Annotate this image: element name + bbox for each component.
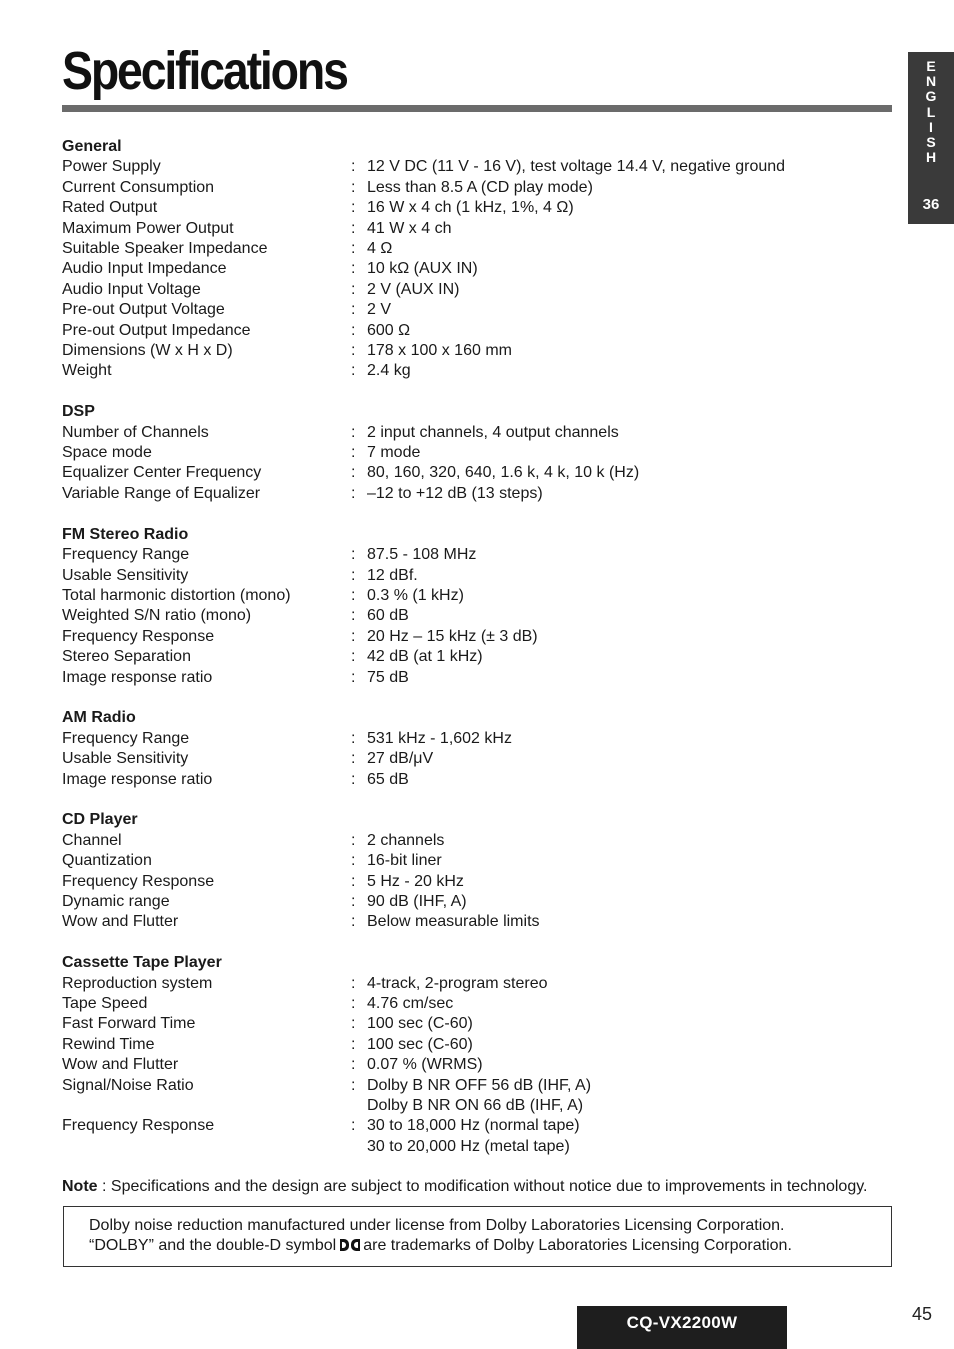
spec-row	[62, 586, 892, 606]
spec-values	[367, 668, 892, 688]
section-heading: CD Player	[62, 811, 138, 829]
spec-values	[367, 321, 892, 341]
spec-label: Image response ratio	[62, 770, 213, 788]
spec-value: Dolby B NR OFF 56 dB (IHF, A)	[367, 1076, 592, 1094]
spec-label: Image response ratio	[62, 668, 213, 686]
spec-row	[62, 423, 892, 443]
spec-values	[367, 239, 892, 259]
side-tab-language: E N G L I S H	[925, 58, 937, 166]
spec-label: Fast Forward Time	[62, 1015, 196, 1033]
spec-label: Frequency Response	[62, 627, 215, 645]
spec-label: Pre-out Output Impedance	[62, 321, 251, 339]
spec-values	[367, 831, 892, 851]
spec-row	[62, 892, 892, 912]
title-rule	[62, 105, 892, 112]
spec-value: Below measurable limits	[367, 913, 540, 931]
model-badge: CQ-VX2200W	[577, 1306, 787, 1349]
spec-label: Usable Sensitivity	[62, 750, 189, 768]
spec-label: Equalizer Center Frequency	[62, 464, 262, 482]
spec-separator: :	[351, 444, 356, 462]
spec-separator: :	[351, 342, 356, 360]
spec-row	[62, 1076, 892, 1117]
spec-row	[62, 239, 892, 259]
dolby-line-2-after: are trademarks of Dolby Laboratories Licensing Corporation.	[363, 1237, 792, 1255]
spec-value: 4 Ω	[367, 240, 393, 258]
spec-values	[367, 198, 892, 218]
spec-separator: :	[351, 586, 356, 604]
spec-value: 90 dB (IHF, A)	[367, 892, 467, 910]
spec-row	[62, 280, 892, 300]
spec-separator: :	[351, 178, 356, 196]
spec-separator: :	[351, 729, 356, 747]
spec-values	[367, 749, 892, 769]
spec-separator: :	[351, 199, 356, 217]
spec-label: Number of Channels	[62, 423, 209, 441]
spec-separator: :	[351, 280, 356, 298]
spec-label: Frequency Range	[62, 546, 190, 564]
spec-values	[367, 606, 892, 626]
spec-row	[62, 668, 892, 688]
spec-row	[62, 157, 892, 177]
section-cd-player	[62, 810, 892, 932]
spec-values	[367, 423, 892, 443]
spec-values	[367, 1116, 892, 1157]
spec-values	[367, 178, 892, 198]
spec-value: 30 to 20,000 Hz (metal tape)	[367, 1137, 570, 1155]
spec-values	[367, 892, 892, 912]
spec-separator: :	[351, 648, 356, 666]
spec-values	[367, 974, 892, 994]
spec-values	[367, 627, 892, 647]
spec-value: 2.4 kg	[367, 362, 411, 380]
spec-value: 2 channels	[367, 831, 445, 849]
spec-separator: :	[351, 464, 356, 482]
spec-separator: :	[351, 872, 356, 890]
spec-separator: :	[351, 240, 356, 258]
spec-separator: :	[351, 974, 356, 992]
spec-value: 2 V (AUX IN)	[367, 280, 460, 298]
spec-value: 2 input channels, 4 output channels	[367, 423, 619, 441]
spec-values	[367, 647, 892, 667]
spec-label: Channel	[62, 831, 122, 849]
spec-values	[367, 994, 892, 1014]
spec-row	[62, 484, 892, 504]
spec-values	[367, 566, 892, 586]
spec-values	[367, 259, 892, 279]
spec-value: 16-bit liner	[367, 852, 442, 870]
spec-separator: :	[351, 158, 356, 176]
spec-row	[62, 1055, 892, 1075]
spec-value: 42 dB (at 1 kHz)	[367, 648, 483, 666]
spec-separator: :	[351, 668, 356, 686]
spec-label: Tape Speed	[62, 994, 148, 1012]
section-heading: Cassette Tape Player	[62, 954, 222, 972]
spec-value: 60 dB	[367, 607, 409, 625]
spec-values	[367, 463, 892, 483]
spec-value: 4-track, 2-program stereo	[367, 974, 548, 992]
spec-values	[367, 545, 892, 565]
spec-label: Usable Sensitivity	[62, 566, 189, 584]
spec-separator: :	[351, 484, 356, 502]
spec-separator: :	[351, 301, 356, 319]
spec-separator: :	[351, 1035, 356, 1053]
spec-separator: :	[351, 892, 356, 910]
spec-label: Pre-out Output Voltage	[62, 301, 225, 319]
spec-label: Frequency Response	[62, 872, 215, 890]
spec-separator: :	[351, 566, 356, 584]
section-heading: AM Radio	[62, 709, 136, 727]
section-general	[62, 137, 892, 382]
spec-separator: :	[351, 546, 356, 564]
spec-values	[367, 586, 892, 606]
spec-label: Wow and Flutter	[62, 1056, 179, 1074]
spec-row	[62, 749, 892, 769]
spec-separator: :	[351, 750, 356, 768]
spec-row	[62, 443, 892, 463]
spec-separator: :	[351, 607, 356, 625]
spec-row	[62, 178, 892, 198]
spec-value: 20 Hz – 15 kHz (± 3 dB)	[367, 627, 538, 645]
spec-value: 600 Ω	[367, 321, 411, 339]
spec-value: –12 to +12 dB (13 steps)	[367, 484, 543, 502]
spec-label: Suitable Speaker Impedance	[62, 240, 268, 258]
spec-values	[367, 443, 892, 463]
spec-label: Maximum Power Output	[62, 219, 234, 237]
spec-values	[367, 157, 892, 177]
spec-label: Variable Range of Equalizer	[62, 484, 261, 502]
spec-value: 4.76 cm/sec	[367, 994, 454, 1012]
spec-label: Dimensions (W x H x D)	[62, 342, 233, 360]
spec-row	[62, 647, 892, 667]
spec-values	[367, 341, 892, 361]
spec-values	[367, 280, 892, 300]
dolby-line-1: Dolby noise reduction manufactured under license from Dolby Laboratories Licensing Corporation.	[89, 1217, 785, 1234]
spec-row	[62, 912, 892, 932]
page-number: 45	[912, 1304, 933, 1324]
spec-row	[62, 851, 892, 871]
spec-label: Quantization	[62, 852, 152, 870]
spec-values	[367, 1055, 892, 1075]
spec-label: Dynamic range	[62, 892, 170, 910]
spec-value: 80, 160, 320, 640, 1.6 k, 4 k, 10 k (Hz)	[367, 464, 640, 482]
section-heading: General	[62, 138, 122, 155]
spec-label: Frequency Range	[62, 729, 190, 747]
spec-values	[367, 300, 892, 320]
spec-value: Less than 8.5 A (CD play mode)	[367, 178, 593, 196]
spec-value: 100 sec (C-60)	[367, 1035, 473, 1053]
spec-row	[62, 259, 892, 279]
spec-separator: :	[351, 852, 356, 870]
spec-row	[62, 1014, 892, 1034]
spec-row	[62, 606, 892, 626]
dolby-line-2	[89, 1236, 891, 1256]
spec-row	[62, 770, 892, 790]
section-fm-stereo-radio	[62, 525, 892, 688]
spec-label: Space mode	[62, 444, 152, 462]
spec-value: 12 dBf.	[367, 566, 418, 584]
spec-row	[62, 361, 892, 381]
spec-row	[62, 1035, 892, 1055]
spec-separator: :	[351, 1076, 356, 1094]
spec-value: 0.3 % (1 kHz)	[367, 586, 464, 604]
spec-separator: :	[351, 423, 356, 441]
page-title: Specifications	[62, 41, 347, 101]
spec-values	[367, 484, 892, 504]
spec-label: Audio Input Impedance	[62, 260, 227, 278]
spec-values	[367, 912, 892, 932]
spec-row	[62, 463, 892, 483]
spec-values	[367, 729, 892, 749]
spec-values	[367, 361, 892, 381]
spec-separator: :	[351, 994, 356, 1012]
spec-separator: :	[351, 1056, 356, 1074]
spec-label: Reproduction system	[62, 974, 213, 992]
spec-value: 2 V	[367, 301, 392, 319]
spec-value: 41 W x 4 ch	[367, 219, 452, 237]
spec-value: 27 dB/μV	[367, 750, 434, 768]
note-text: : Specifications and the design are subject to modification without notice due to improvements in technology.	[97, 1178, 868, 1195]
section-heading: DSP	[62, 403, 95, 421]
spec-row	[62, 831, 892, 851]
spec-value: 531 kHz - 1,602 kHz	[367, 729, 512, 747]
spec-values	[367, 851, 892, 871]
spec-value: 178 x 100 x 160 mm	[367, 342, 512, 360]
spec-separator: :	[351, 770, 356, 788]
spec-value: 87.5 - 108 MHz	[367, 546, 477, 564]
spec-row	[62, 994, 892, 1014]
note-label: Note	[62, 1178, 98, 1195]
spec-separator: :	[351, 219, 356, 237]
spec-row	[62, 872, 892, 892]
spec-value: 12 V DC (11 V - 16 V), test voltage 14.4 V, negative ground	[367, 158, 786, 176]
spec-separator: :	[351, 1117, 356, 1135]
spec-label: Signal/Noise Ratio	[62, 1076, 194, 1094]
spec-value: 10 kΩ (AUX IN)	[367, 260, 478, 278]
spec-separator: :	[351, 260, 356, 278]
spec-label: Weighted S/N ratio (mono)	[62, 607, 252, 625]
language-side-tab	[908, 52, 954, 224]
spec-row	[62, 321, 892, 341]
section-cassette-tape-player	[62, 953, 892, 1157]
section-heading: FM Stereo Radio	[62, 525, 189, 543]
spec-row	[62, 1116, 892, 1157]
spec-label: Rated Output	[62, 199, 158, 217]
spec-label: Weight	[62, 362, 112, 380]
spec-separator: :	[351, 627, 356, 645]
spec-label: Power Supply	[62, 158, 161, 176]
spec-row	[62, 341, 892, 361]
spec-separator: :	[351, 362, 356, 380]
spec-value: 5 Hz - 20 kHz	[367, 872, 464, 890]
spec-row	[62, 545, 892, 565]
note	[62, 1177, 892, 1197]
section-am-radio	[62, 708, 892, 790]
side-tab-number: 36	[922, 196, 940, 213]
spec-values	[367, 770, 892, 790]
spec-values	[367, 219, 892, 239]
spec-row	[62, 729, 892, 749]
spec-values	[367, 872, 892, 892]
spec-separator: :	[351, 321, 356, 339]
spec-value: 7 mode	[367, 444, 421, 462]
spec-label: Frequency Response	[62, 1117, 215, 1135]
dolby-line-2-before: “DOLBY” and the double-D symbol	[89, 1237, 337, 1255]
spec-label: Rewind Time	[62, 1035, 155, 1053]
spec-value: 0.07 % (WRMS)	[367, 1056, 483, 1074]
spec-row	[62, 974, 892, 994]
spec-row	[62, 219, 892, 239]
specifications-list	[62, 137, 892, 1178]
spec-value: Dolby B NR ON 66 dB (IHF, A)	[367, 1097, 584, 1115]
spec-label: Stereo Separation	[62, 648, 191, 666]
spec-row	[62, 300, 892, 320]
spec-value: 75 dB	[367, 668, 409, 686]
spec-separator: :	[351, 913, 356, 931]
spec-row	[62, 627, 892, 647]
spec-label: Wow and Flutter	[62, 913, 179, 931]
spec-value: 65 dB	[367, 770, 409, 788]
spec-values	[367, 1076, 892, 1117]
spec-value: 100 sec (C-60)	[367, 1015, 473, 1033]
spec-separator: :	[351, 831, 356, 849]
section-dsp	[62, 402, 892, 504]
spec-row	[62, 566, 892, 586]
spec-label: Total harmonic distortion (mono)	[62, 586, 291, 604]
spec-values	[367, 1014, 892, 1034]
spec-value: 16 W x 4 ch (1 kHz, 1%, 4 Ω)	[367, 199, 574, 217]
spec-separator: :	[351, 1015, 356, 1033]
spec-label: Current Consumption	[62, 178, 215, 196]
spec-label: Audio Input Voltage	[62, 280, 201, 298]
spec-values	[367, 1035, 892, 1055]
double-d-icon	[340, 1239, 360, 1251]
dolby-license-box	[63, 1206, 892, 1267]
spec-value: 30 to 18,000 Hz (normal tape)	[367, 1117, 580, 1135]
spec-row	[62, 198, 892, 218]
